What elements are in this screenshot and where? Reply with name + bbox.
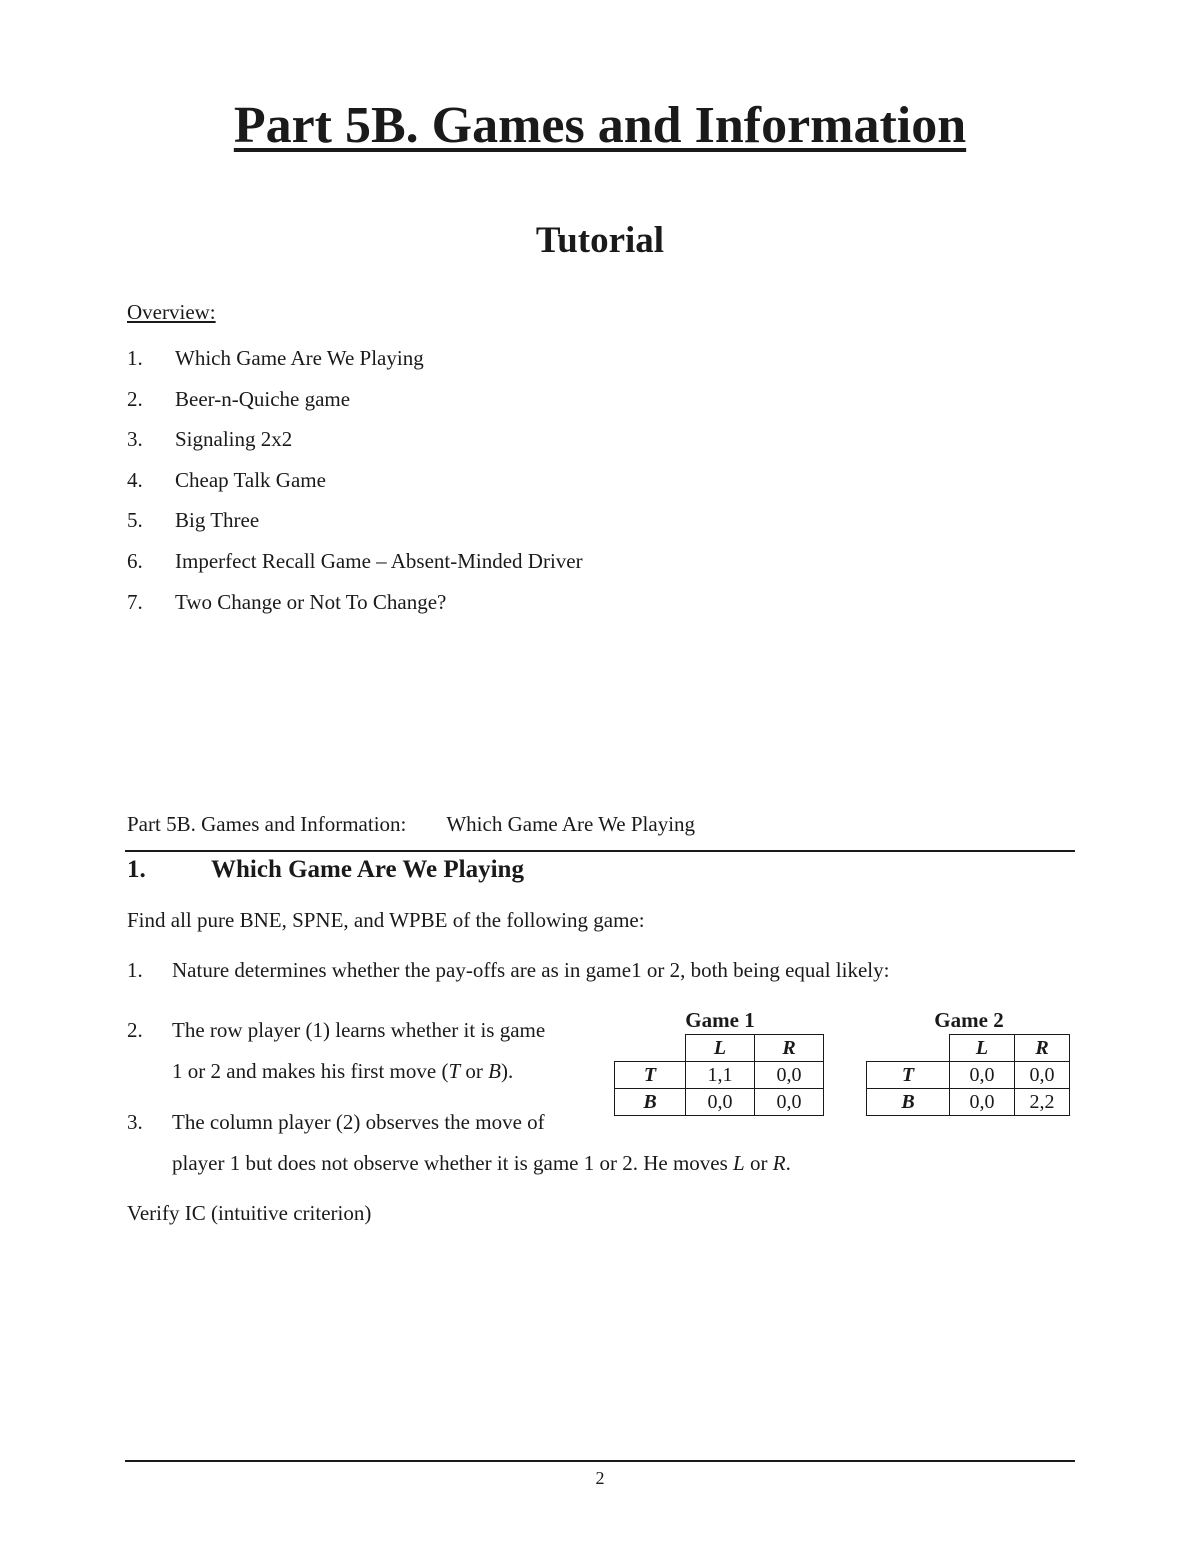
footer-divider [125,1460,1075,1462]
payoff-cell: 0,0 [950,1062,1015,1089]
overview-item: 2. Beer-n-Quiche game [127,387,351,411]
game-2-label: Game 2 [934,1008,1004,1032]
overview-item: 5. Big Three [127,508,260,532]
column-header: R [755,1035,824,1062]
step-2: 2. The row player (1) learns whether it is game [127,1018,546,1042]
game-1-payoff-table [614,1034,824,1116]
payoff-cell: 0,0 [755,1062,824,1089]
payoff-cell: 0,0 [755,1089,824,1116]
section-title: 1. Which Game Are We Playing [127,856,524,883]
step-2-continued: 1 or 2 and makes his first move (T or B). [172,1059,514,1083]
payoff-cell: 0,0 [686,1089,755,1116]
section-divider [125,850,1075,852]
overview-item: 4. Cheap Talk Game [127,468,326,492]
running-header: Part 5B. Games and Information: Which Game Are We Playing [127,812,696,836]
subtitle: Tutorial [535,220,665,261]
row-header: B [867,1089,950,1116]
page-title: Part 5B. Games and Information [233,97,967,154]
step-3: 3. The column player (2) observes the move of [127,1110,545,1134]
overview-item: 7. Two Change or Not To Change? [127,590,447,614]
overview-item: 1. Which Game Are We Playing [127,346,424,370]
payoff-cell: 2,2 [1015,1089,1070,1116]
overview-item: 3. Signaling 2x2 [127,427,293,451]
game-1-label: Game 1 [685,1008,755,1032]
section-intro: Find all pure BNE, SPNE, and WPBE of the following game: [127,908,645,932]
payoff-cell: 0,0 [950,1089,1015,1116]
column-header: L [686,1035,755,1062]
page-number: 2 [595,1468,605,1488]
step-1: 1. Nature determines whether the pay-offs are as in game1 or 2, both being equal likely: [127,958,890,982]
column-header: R [1015,1035,1070,1062]
step-3-continued: player 1 but does not observe whether it is game 1 or 2. He moves L or R. [172,1151,791,1175]
row-header: B [615,1089,686,1116]
column-header: L [950,1035,1015,1062]
closing-instruction: Verify IC (intuitive criterion) [127,1201,372,1225]
row-header: T [867,1062,950,1089]
overview-label: Overview: [127,300,216,324]
overview-item: 6. Imperfect Recall Game – Absent-Minded Driver [127,549,583,573]
payoff-cell: 0,0 [1015,1062,1070,1089]
game-2-payoff-table [866,1034,1070,1116]
row-header: T [615,1062,686,1089]
payoff-cell: 1,1 [686,1062,755,1089]
